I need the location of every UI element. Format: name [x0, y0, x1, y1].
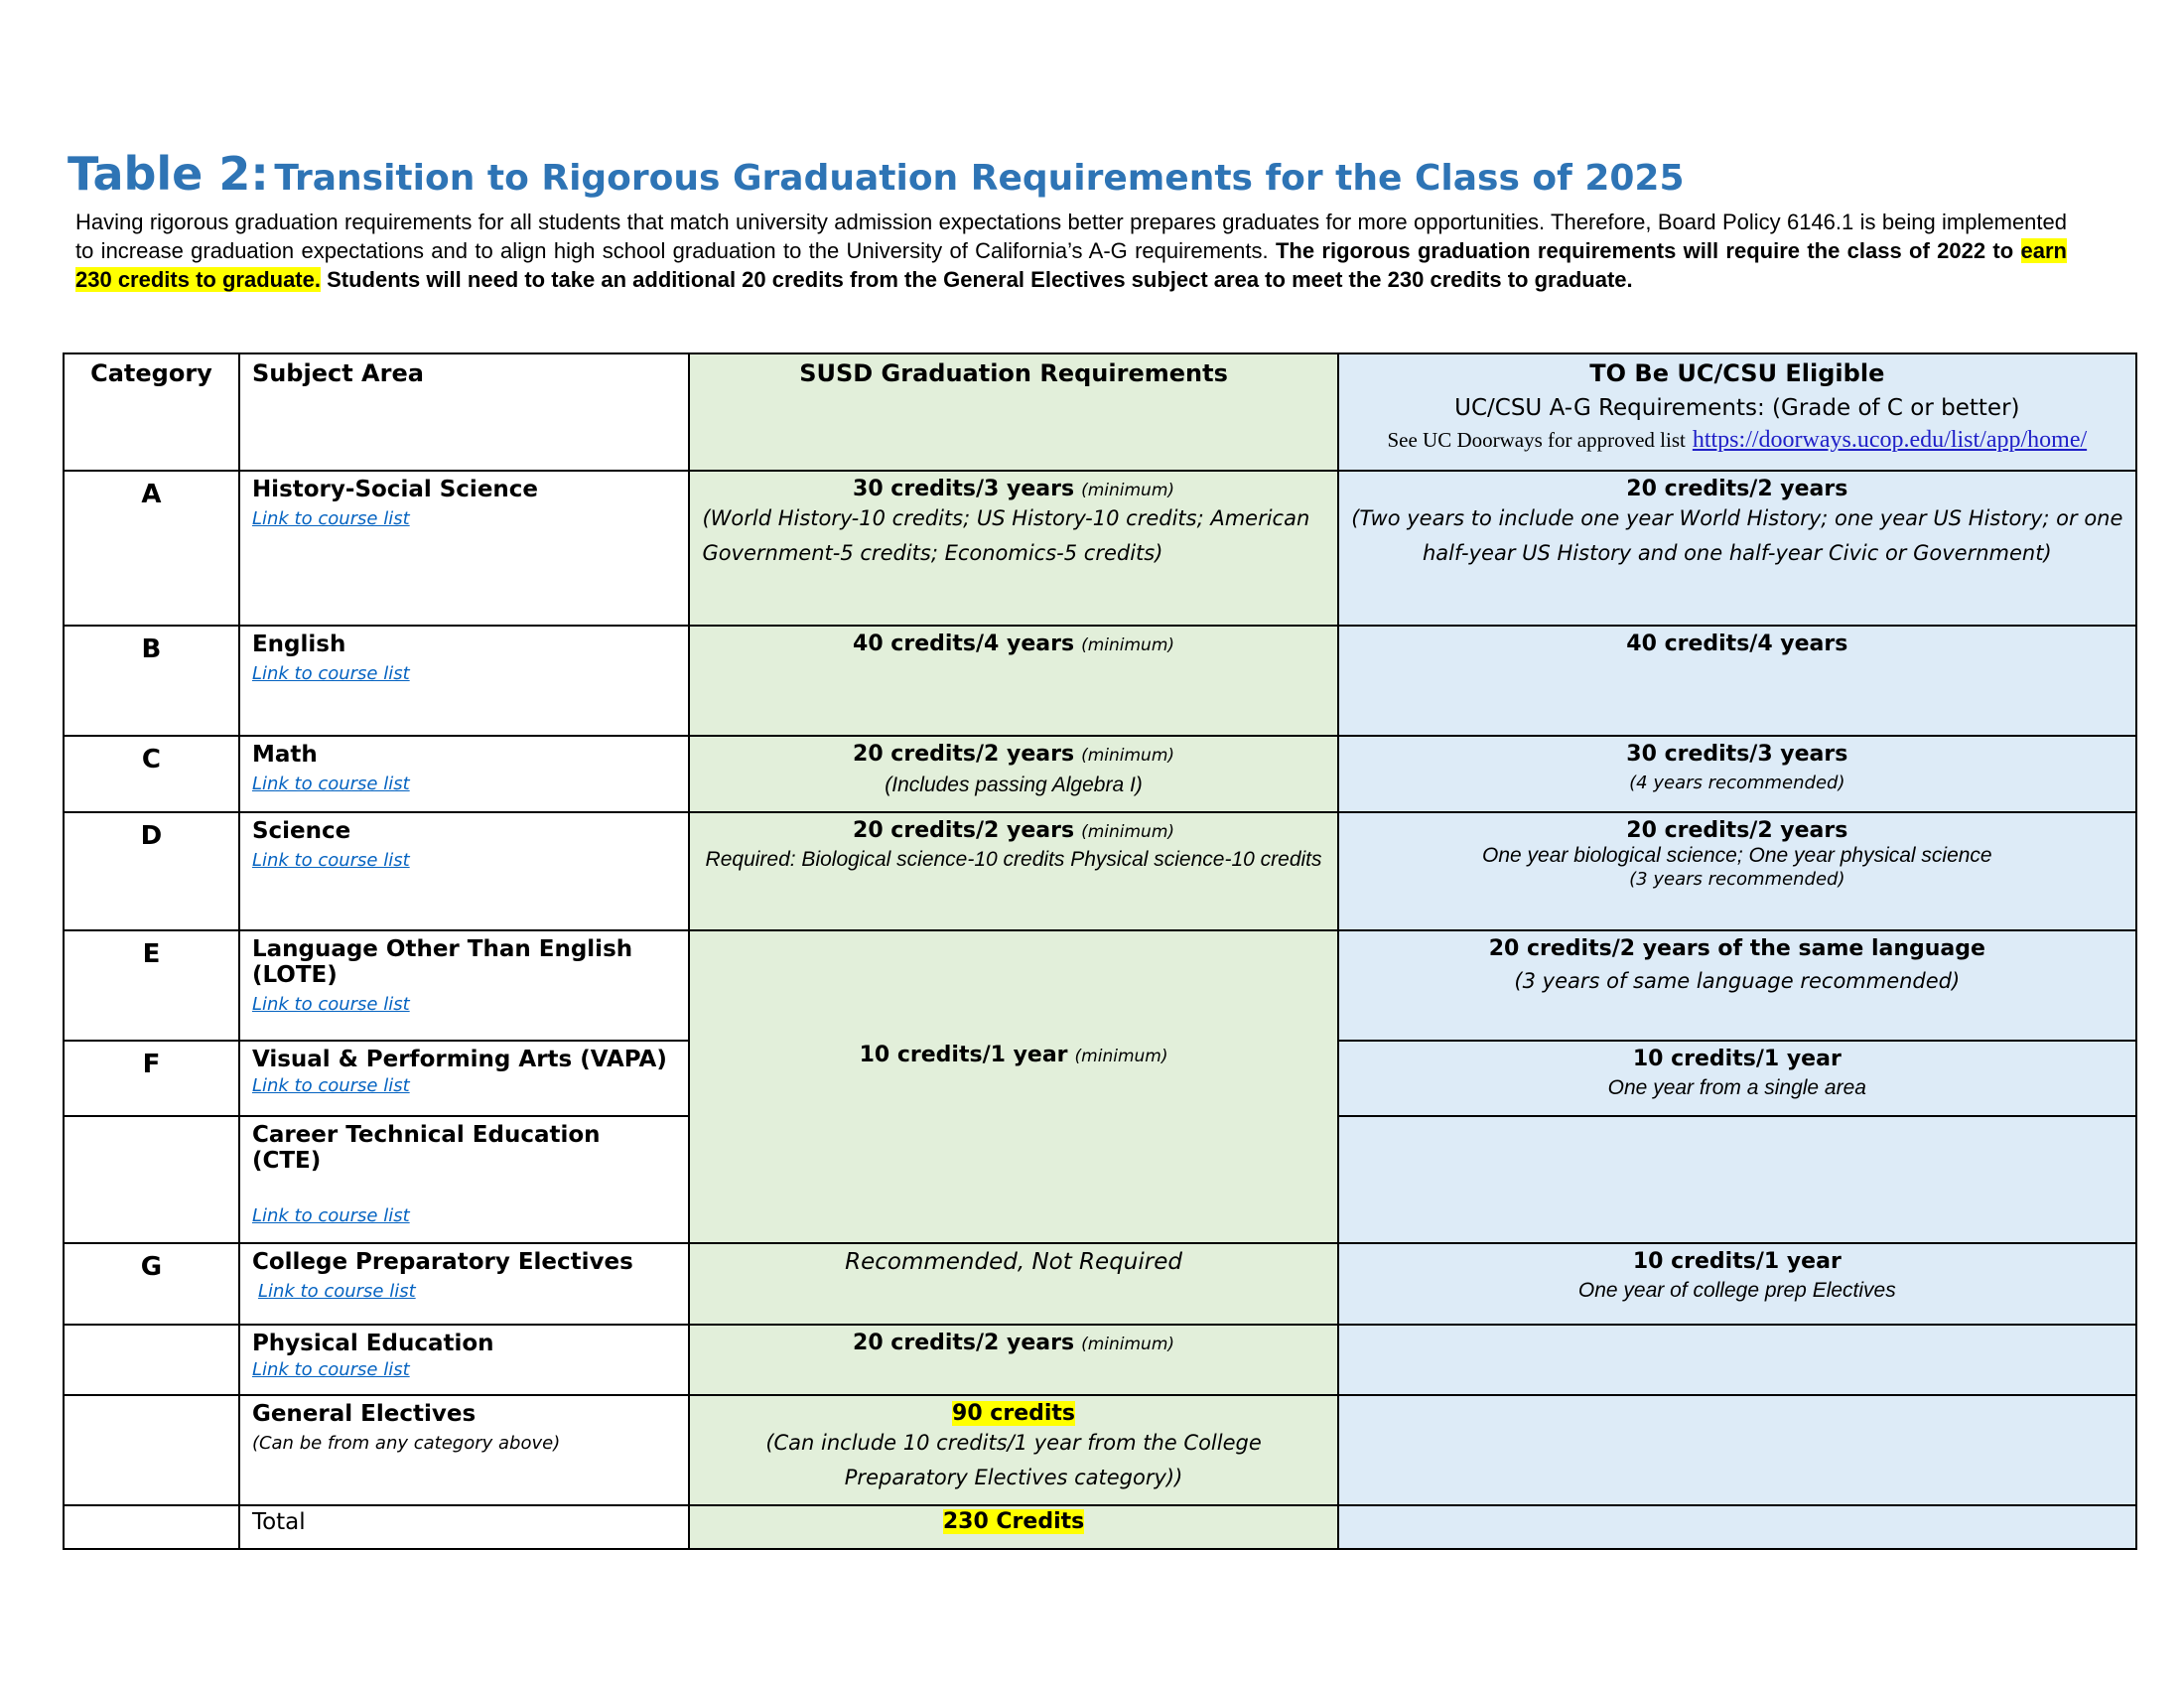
table-number: Table 2: [68, 147, 269, 201]
susd-credits: 30 credits/3 years [853, 477, 1075, 501]
minimum-note: (minimum) [1081, 746, 1175, 766]
subject-cell [239, 471, 690, 626]
total-row [64, 1505, 2136, 1549]
course-list-link[interactable]: Link to course list [251, 994, 410, 1015]
susd-note: Required: Biological science-10 credits Physical science-10 credits [705, 848, 1322, 871]
susd-cell [689, 626, 1337, 736]
uc-cell-empty [1338, 1395, 2136, 1505]
susd-cell [689, 736, 1337, 812]
intro-paragraph [75, 208, 2067, 294]
intro-highlight: earn 230 credits to graduate. [75, 238, 2067, 292]
susd-cell [689, 1243, 1337, 1325]
subject-math: Math [251, 742, 318, 768]
subject-cell [239, 1395, 690, 1505]
page-title [68, 147, 1685, 201]
subject-cell [239, 930, 690, 1041]
total-credits: 230 Credits [942, 1509, 1085, 1534]
header-uc [1338, 353, 2136, 471]
course-list-link[interactable]: Link to course list [251, 663, 410, 684]
subject-cell [239, 812, 690, 930]
uc-credits: 40 credits/4 years [1626, 632, 1848, 656]
subject-vapa: Visual & Performing Arts (VAPA) [251, 1047, 667, 1072]
requirements-table [63, 352, 2137, 1550]
uc-cell-empty [1338, 1505, 2136, 1549]
minimum-note: (minimum) [1081, 1335, 1175, 1354]
uc-cell [1338, 812, 2136, 930]
subject-science: Science [251, 818, 351, 844]
uc-credits: 10 credits/1 year [1632, 1047, 1842, 1071]
subject-cell [239, 1243, 690, 1325]
minimum-note: (minimum) [1081, 481, 1175, 500]
subject-cell [239, 1041, 690, 1116]
susd-credits: 20 credits/2 years [853, 818, 1075, 843]
category-b: B [64, 626, 239, 736]
category-d: D [64, 812, 239, 930]
uc-credits: 10 credits/1 year [1632, 1249, 1842, 1274]
subject-college-prep: College Preparatory Electives [251, 1249, 633, 1275]
table-row [64, 626, 2136, 736]
susd-cell [689, 812, 1337, 930]
title-text: Transition to Rigorous Graduation Requirements for the Class of 2025 [274, 158, 1685, 199]
susd-cell [689, 471, 1337, 626]
susd-note: (Includes passing Algebra I) [885, 774, 1143, 796]
uc-credits: 20 credits/2 years [1626, 818, 1848, 843]
uc-cell [1338, 736, 2136, 812]
uc-cell [1338, 471, 2136, 626]
category-empty [64, 1395, 239, 1505]
total-cell [689, 1505, 1337, 1549]
course-list-link[interactable]: Link to course list [251, 508, 410, 529]
subject-general-electives: General Electives [251, 1401, 477, 1427]
table-row [64, 1243, 2136, 1325]
uc-cell [1338, 930, 2136, 1041]
course-list-link[interactable]: Link to course list [257, 1281, 416, 1302]
susd-credits: 10 credits/1 year [859, 1042, 1068, 1067]
susd-credits: 20 credits/2 years [853, 1331, 1075, 1355]
uc-credits: 20 credits/2 years of the same language [1488, 936, 1985, 961]
uc-note: One year biological science; One year physical science [1482, 844, 1992, 867]
intro-part2: The rigorous graduation requirements will require the class of 2022 to [1275, 238, 2014, 263]
table-row [64, 1395, 2136, 1505]
header-uc-sub: UC/CSU A-G Requirements: (Grade of C or better) [1454, 395, 2020, 421]
table-row [64, 471, 2136, 626]
course-list-link[interactable]: Link to course list [251, 1205, 410, 1226]
header-subject: Subject Area [239, 353, 690, 471]
subject-cell [239, 1116, 690, 1243]
header-uc-title: TO Be UC/CSU Eligible [1589, 359, 1885, 387]
category-empty [64, 1505, 239, 1549]
uc-cell [1338, 1041, 2136, 1116]
subject-history: History-Social Science [251, 477, 539, 502]
table-header-row [64, 353, 2136, 471]
header-category: Category [64, 353, 239, 471]
subject-cell [239, 736, 690, 812]
course-list-link[interactable]: Link to course list [251, 1359, 410, 1380]
category-f: F [64, 1041, 239, 1116]
total-label: Total [239, 1505, 690, 1549]
category-empty [64, 1325, 239, 1395]
subject-cell [239, 1325, 690, 1395]
course-list-link[interactable]: Link to course list [251, 850, 410, 871]
subject-english: English [251, 632, 346, 657]
subject-pe: Physical Education [251, 1331, 494, 1356]
uc-note: (4 years recommended) [1629, 773, 1845, 793]
minimum-note: (minimum) [1081, 822, 1175, 842]
course-list-link[interactable]: Link to course list [251, 774, 410, 794]
susd-credits: 40 credits/4 years [853, 632, 1075, 656]
header-uc-note: See UC Doorways for approved list [1387, 428, 1686, 452]
uc-cell [1338, 1243, 2136, 1325]
course-list-link[interactable]: Link to course list [251, 1075, 410, 1096]
table-row [64, 812, 2136, 930]
susd-cell-shared [689, 930, 1337, 1243]
uc-note: (3 years of same language recommended) [1514, 969, 1961, 993]
susd-note: (World History-10 credits; US History-10 credits; American Government-5 credits; Economics-5 credits) [702, 506, 1310, 565]
uc-cell-empty [1338, 1325, 2136, 1395]
uc-credits: 20 credits/2 years [1626, 477, 1848, 501]
table-row [64, 736, 2136, 812]
uc-cell-empty [1338, 1116, 2136, 1243]
uc-note: (Two years to include one year World History; one year US History; or one half-year US History and one half-year Civic or Government) [1351, 506, 2123, 565]
minimum-note: (minimum) [1074, 1046, 1168, 1066]
intro-part3: Students will need to take an additional 20 credits from the General Electives subject area to meet the 230 credits to graduate. [327, 267, 1633, 292]
uc-note: One year of college prep Electives [1577, 1279, 1896, 1302]
uc-note: One year from a single area [1607, 1076, 1866, 1099]
uc-credits: 30 credits/3 years [1626, 742, 1848, 767]
category-e: E [64, 930, 239, 1041]
category-a: A [64, 471, 239, 626]
table-row [64, 930, 2136, 1041]
table-row [64, 1325, 2136, 1395]
susd-credits: Recommended, Not Required [845, 1249, 1182, 1275]
susd-note: (Can include 10 credits/1 year from the College Preparatory Electives category)) [765, 1431, 1262, 1489]
category-c: C [64, 736, 239, 812]
susd-cell [689, 1395, 1337, 1505]
subject-note: (Can be from any category above) [251, 1433, 561, 1454]
header-susd: SUSD Graduation Requirements [689, 353, 1337, 471]
uc-note-recommended: (3 years recommended) [1629, 869, 1845, 890]
minimum-note: (minimum) [1081, 635, 1175, 655]
susd-credits: 20 credits/2 years [853, 742, 1075, 767]
susd-credits: 90 credits [952, 1401, 1076, 1426]
category-empty [64, 1116, 239, 1243]
susd-cell [689, 1325, 1337, 1395]
uc-cell [1338, 626, 2136, 736]
intro-part1: Having rigorous graduation requirements for all students that match university admission expectations better prepares graduates for more opportunities. Therefore, Board Policy 6146.1 is being implemented to increase graduation expectations and to align high school graduation to the University of California’s A-G requirements. [75, 210, 2067, 263]
subject-lote: Language Other Than English (LOTE) [251, 936, 633, 988]
subject-cte: Career Technical Education (CTE) [251, 1122, 601, 1174]
doorways-link[interactable]: https://doorways.ucop.edu/list/app/home/ [1692, 427, 2088, 453]
subject-cell [239, 626, 690, 736]
category-g: G [64, 1243, 239, 1325]
